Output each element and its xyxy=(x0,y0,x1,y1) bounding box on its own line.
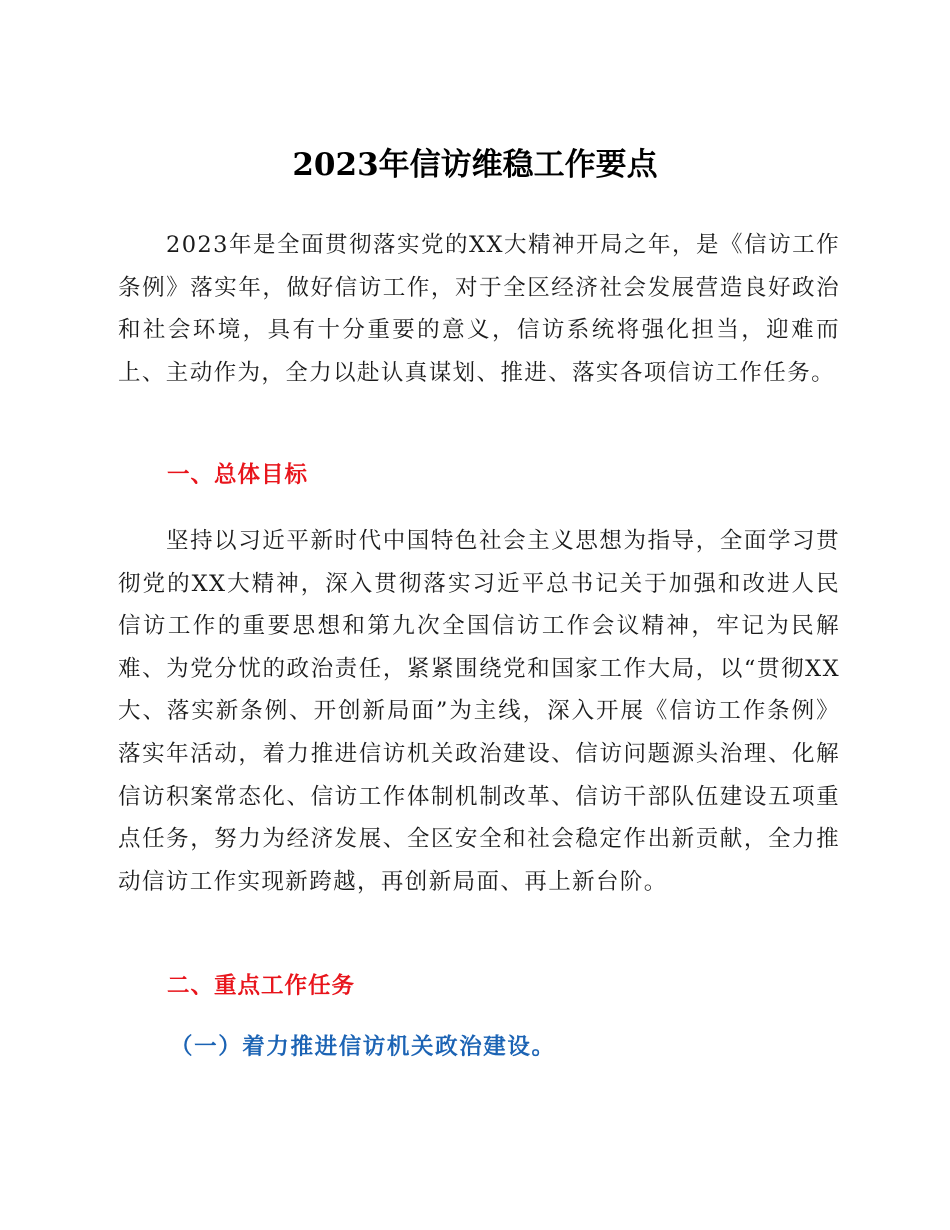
section-heading-overall-goal: 一、总体目标 xyxy=(167,462,309,488)
document-title: 2023年信访维稳工作要点 xyxy=(292,147,658,183)
intro-paragraph: 2023年是全面贯彻落实党的XX大精神开局之年，是《信访工作条例》落实年，做好信访工作，对于全区经济社会发展营造良好政治和社会环境，具有十分重要的意义，信访系统将强化担当，迎难而上、主动作为，全力以赴认真谋划、推进、落实各项信访工作任务。 xyxy=(118,232,840,386)
section-body-overall-goal: 坚持以习近平新时代中国特色社会主义思想为指导，全面学习贯彻党的XX大精神，深入贯彻落实习近平总书记关于加强和改进人民信访工作的重要思想和第九次全国信访工作会议精神，牢记为民解难、为党分忧的政治责任，紧紧围绕党和国家工作大局，以“贯彻XX大、落实新条例、开创新局面”为主线，深入开展《信访工作条例》落实年活动，着力推进信访机关政治建设、信访问题源头治理、化解信访积案常态化、信访工作体制机制改革、信访干部队伍建设五项重点任务，努力为经济发展、全区安全和社会稳定作出新贡献，全力推动信访工作实现新跨越，再创新局面、再上新台阶。 xyxy=(118,528,840,895)
subsection-heading-political-construction: （一）着力推进信访机关政治建设。 xyxy=(170,1034,556,1060)
section-heading-key-tasks: 二、重点工作任务 xyxy=(167,973,356,999)
